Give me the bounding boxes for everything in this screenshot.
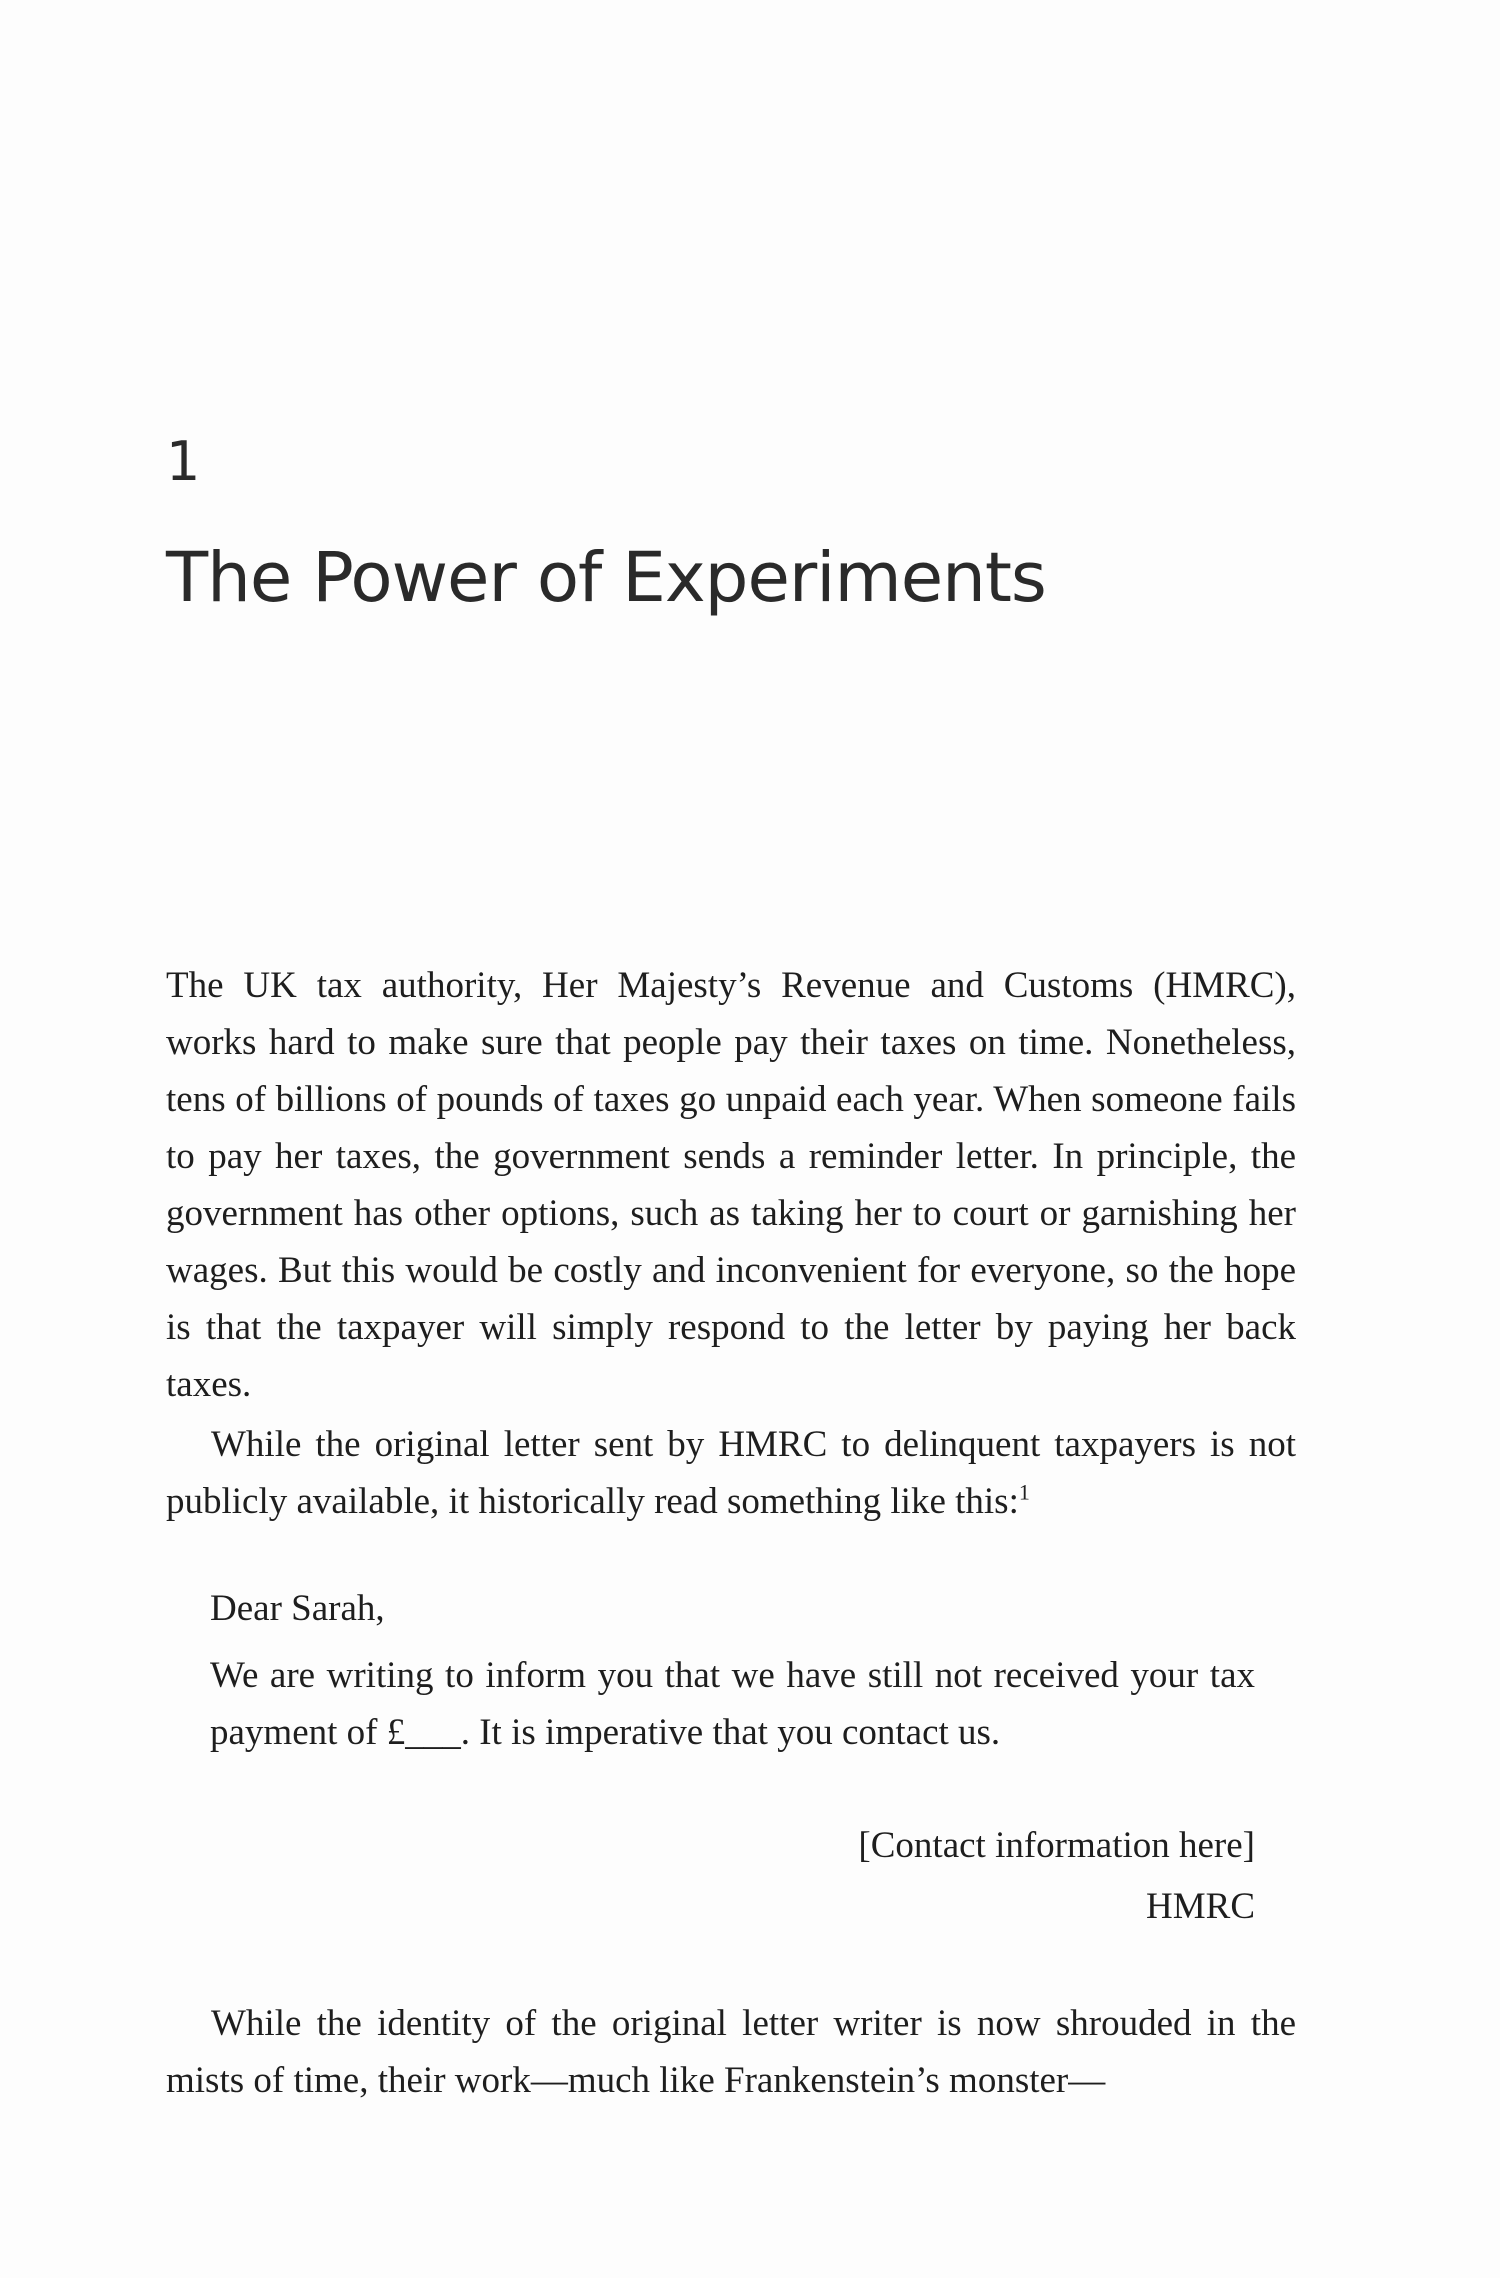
paragraph-text: While the identity of the original letter writer is now shrouded in the mists of time, their work—much like Frankenstein’s monster— [166,2003,1296,2101]
chapter-number: 1 [166,430,201,493]
paragraph-letter-intro [166,1416,1296,1530]
paragraph-text: The UK tax authority, Her Majesty’s Revenue and Customs (HMRC), works hard to make sure that people pay their taxes on time. Nonetheless, tens of billions of pounds of taxes go unpaid each year. When someone fails to pay her taxes, the government sends a reminder letter. In principle, the government has other options, such as taking her to court or garnishing her wages. But this would be costly and inconvenient for everyone, so the hope is that the taxpayer will simply respond to the letter by paying her back taxes. [166,965,1296,1405]
paragraph-text: While the original letter sent by HMRC to delinquent taxpayers is not publicly available, it historically read something like this: [166,1424,1296,1522]
letter-greeting: Dear Sarah, [210,1588,385,1629]
letter-body: We are writing to inform you that we have still not received your tax payment of £___. It is imperative that you contact us. [210,1655,1255,1753]
paragraph-continuation [166,1995,1296,2109]
chapter-title: The Power of Experiments [166,538,1046,618]
footnote-marker[interactable]: 1 [1018,1479,1030,1505]
letter-signoff: HMRC [1146,1886,1255,1927]
paragraph-intro [166,957,1296,1413]
letter-contact-line: [Contact information here] [858,1825,1255,1866]
